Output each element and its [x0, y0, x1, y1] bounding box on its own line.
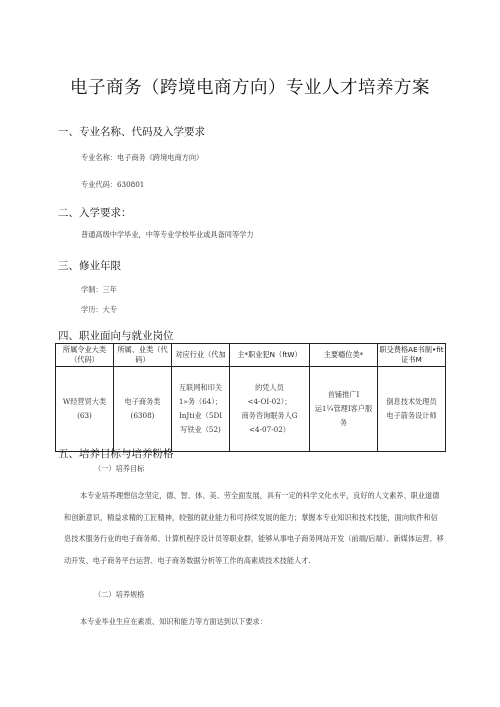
table-header-cell: 主要瘾位类*	[310, 344, 378, 367]
table-header-cell: 主*职业犯N（ftW）	[230, 344, 310, 367]
section-heading-2: 二、入学要求：	[58, 207, 132, 219]
table-cell: 倒息技术处理员 电子箭务设计师	[378, 367, 446, 452]
table-cell: 的凭人员 <4-OI-02）； 商务咨询眠务人G <4-07-02）	[230, 367, 310, 452]
major-name-line: 专业名称：电子商务《跨境电商方向）	[81, 153, 204, 162]
section-heading-1: 一、专业名称、代码及入学要求	[58, 126, 205, 138]
table-cell: W经营贸大类 (63)	[56, 367, 114, 452]
subheading-goal: （一）培养目标	[94, 464, 145, 473]
table-header-cell: 对应行业（代加	[172, 344, 230, 367]
career-table	[55, 343, 446, 452]
major-code-line: 专业代码：630801	[81, 180, 145, 189]
table-header-row	[56, 344, 446, 367]
goal-paragraph: 本专业培养理想信念坚定，德、智、体、美、劳全面发展，具有一定的科学文化水平，良好的人文素养、职业道德和创新意识，精益求精的工匠精神，较强的就业能力和可持续发展的能力；掌握本专业知识和技术技能，面向软件和信息技术服务行业的电子商务师、计算机程序设计员等职业群，能够从事电子商务网站开发（前端/后端）、新媒体运营、移动开发、电子商务平台运营、电子商务数据分析等工作的高素质技术技能人才.	[64, 491, 444, 565]
table-cell: 电子商务类 (6308)	[114, 367, 172, 452]
spec-intro-line: 本专业毕业生应在素质、知识和能力等方面达到以下要求：	[80, 617, 267, 626]
section-heading-3: 三、修业年限	[58, 260, 121, 272]
duration-line: 学制：三年	[81, 285, 117, 294]
table-header-cell: 职殳费格AE书制•fit 证书M	[378, 344, 446, 367]
section-heading-4: 四、职业面向与就业岗位	[58, 330, 174, 342]
subheading-spec: （二）培养规格	[94, 590, 145, 599]
table-cell: 首铺推广I 运1¼管理I客户服 务	[310, 367, 378, 452]
page-title: 电子商务（跨境电商方向）专业人才培养方案	[70, 78, 430, 98]
section-heading-5: 五、培养目标与培养粉格	[58, 448, 174, 460]
table-header-cell: 所属、业类（代 码）	[114, 344, 172, 367]
admission-line: 普通高级中学毕业，中等专业学校毕业或具备同等学力	[81, 230, 254, 239]
degree-line: 学历：大专	[81, 305, 117, 314]
table-cell: 互联网和印关 1»务（64）； InJti业（5DI 写铁业（52)	[172, 367, 230, 452]
table-header-cell: 所属令业大类 （代码）	[56, 344, 114, 367]
table-row	[56, 367, 446, 452]
